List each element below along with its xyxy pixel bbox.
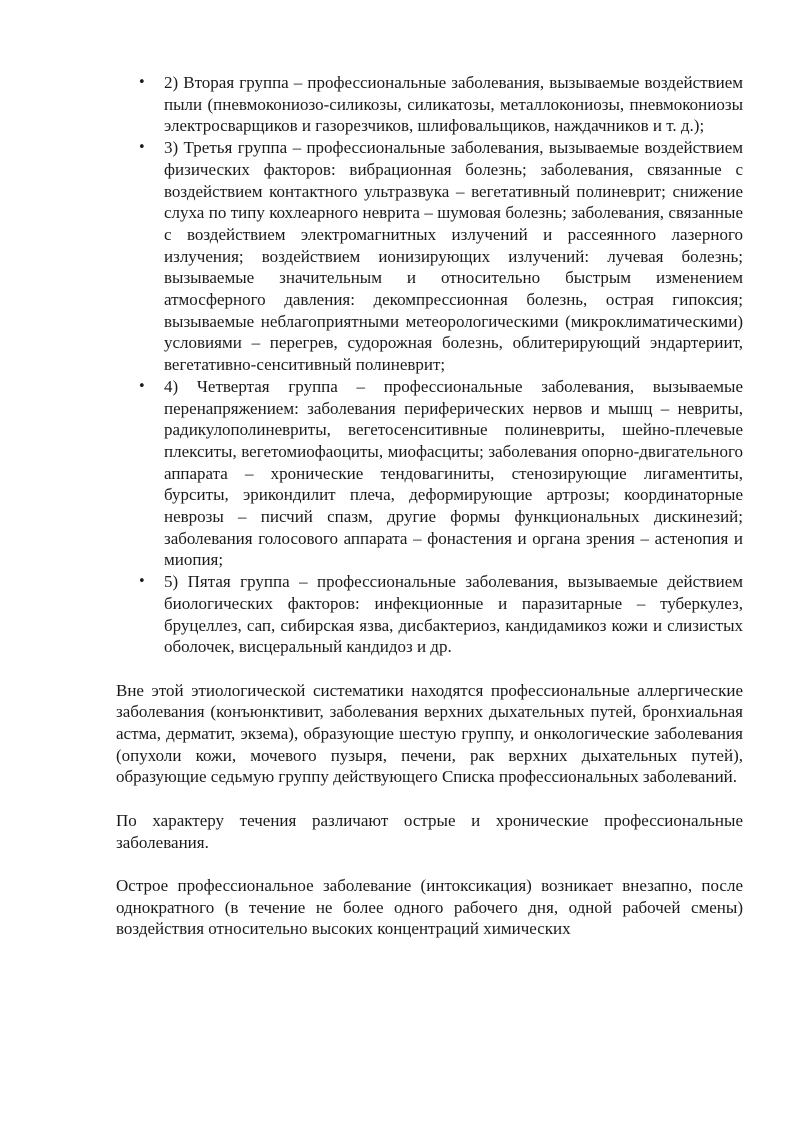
list-item-group-5 <box>116 571 743 658</box>
list-item-text: 3) Третья группа – профессиональные заболевания, вызываемые воздействием физических факторов: вибрационная болезнь; заболевания, связанные с воздействием контактного ультразвука – вегетативный полиневрит; снижение слуха по типу кохлеарного неврита – шумовая болезнь; заболевания, связанные с воздействием электромагнитных излучений и рассеянного лазерного излучения; воздействием ионизирующих излучений: лучевая болезнь; вызываемые значительным и относительно быстрым изменением атмосферного давления: декомпрессионная болезнь, острая гипоксия; вызываемые неблагоприятными метеорологическими (микроклиматическими) условиями – перегрев, судорожная болезнь, облитерирующий эндартериит, вегетативно-сенситивный полиневрит; <box>164 138 743 375</box>
document-page <box>116 72 743 940</box>
list-item-text: 5) Пятая группа – профессиональные заболевания, вызываемые действием биологических факторов: инфекционные и паразитарные – туберкулез, бруцеллез, сап, сибирская язва, дисбактериоз, кандидамикоз кожи и слизистых оболочек, висцеральный кандидоз и др. <box>164 572 743 657</box>
bullet-icon: • <box>138 140 146 156</box>
list-item-text: 2) Вторая группа – профессиональные заболевания, вызываемые воздействием пыли (пневмокониозо-силикозы, силикатозы, металлокониозы, пневмокониозы электросварщиков и газорезчиков, шлифовальщиков, наждачников и т. д.); <box>164 73 743 136</box>
paragraph-allergic-oncologic: Вне этой этиологической систематики находятся профессиональные аллергические заболевания (конъюнктивит, заболевания верхних дыхательных путей, бронхиальная астма, дерматит, экзема), образующие шестую группу, и онкологические заболевания (опухоли кожи, мочевого пузыря, печени, рак верхних дыхательных путей), образующие седьмую группу действующего Списка профессиональных заболеваний. <box>116 680 743 787</box>
spacer <box>116 788 743 810</box>
list-item-text: 4) Четвертая группа – профессиональные заболевания, вызываемые перенапряжением: заболевания периферических нервов и мышц – невриты, радикулополиневриты, вегетосенситивные полиневриты, шейно-плечевые плекситы, вегетомиофаоциты, миофасциты; заболевания опорно-двигательного аппарата – хронические тендовагиниты, стенозирующие лигаментиты, бурситы, эрикондилит плеча, деформирующие артрозы; координаторные неврозы – писчий спазм, другие формы функциональных дискинезий; заболевания голосового аппарата – фонастения и органа зрения – астенопия и миопия; <box>164 376 743 570</box>
bullet-icon: • <box>138 378 146 394</box>
bullet-icon: • <box>138 75 146 90</box>
disease-groups-list <box>116 72 743 658</box>
list-item-group-2 <box>116 72 743 137</box>
spacer <box>116 658 743 680</box>
list-item-group-3 <box>116 137 743 376</box>
spacer <box>116 853 743 875</box>
paragraph-course-types: По характеру течения различают острые и хронические профессиональные заболевания. <box>116 810 743 852</box>
bullet-icon: • <box>138 574 146 590</box>
list-item-group-4 <box>116 376 743 571</box>
paragraph-acute-disease: Острое профессиональное заболевание (интоксикация) возникает внезапно, после однократного (в течение не более одного рабочего дня, одной рабочей смены) воздействия относительно высоких концентраций химических <box>116 875 743 939</box>
